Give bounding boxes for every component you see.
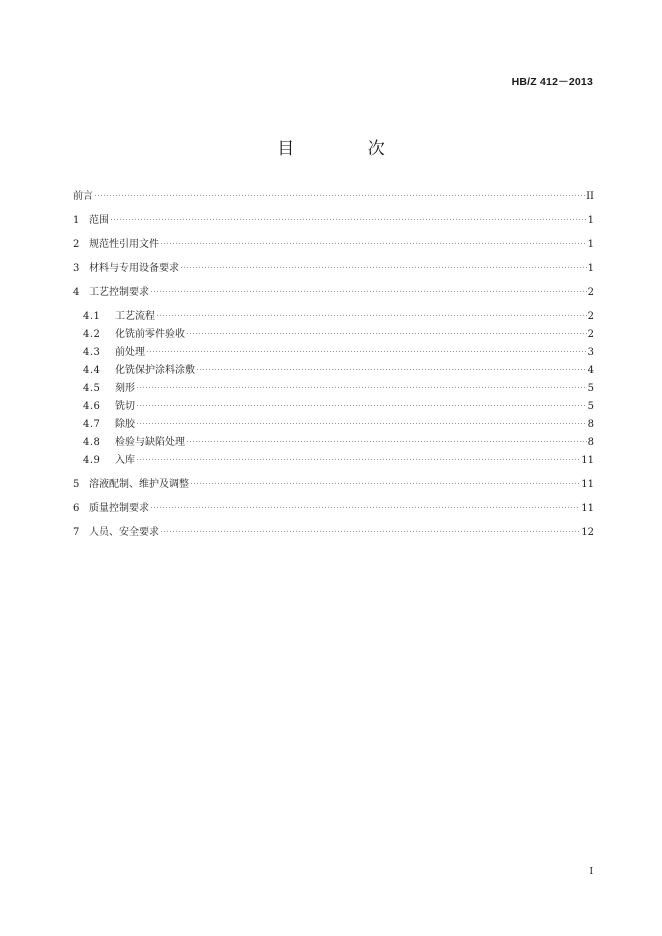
toc-entry-label: 检验与缺陷处理 <box>115 437 185 448</box>
toc-entry-page: 1 <box>587 263 594 274</box>
dot-leader <box>160 521 580 535</box>
toc-entry[interactable] <box>83 431 594 448</box>
toc-entry-number: 4.6 <box>83 401 101 412</box>
toc-entry-number: 4.8 <box>83 437 101 448</box>
toc-entry-number: 3 <box>73 263 80 274</box>
toc-entry[interactable] <box>83 323 594 340</box>
toc-entry-label: 除胶 <box>115 419 135 430</box>
dot-leader <box>136 395 587 409</box>
toc-entry[interactable] <box>83 395 594 412</box>
toc-entry-number: 4.3 <box>83 347 101 358</box>
toc-entry[interactable] <box>73 281 594 298</box>
toc-entry[interactable] <box>73 233 594 250</box>
dot-leader <box>190 473 580 487</box>
dot-leader <box>186 323 587 337</box>
toc-entry[interactable] <box>83 341 594 358</box>
toc-entry-number: 5 <box>73 479 80 490</box>
toc-entry-label: 化铣前零件验收 <box>115 329 185 340</box>
toc-entry-page: 2 <box>587 329 594 340</box>
toc-entry-page: 3 <box>587 347 594 358</box>
dot-leader <box>180 257 587 271</box>
toc-entry-number: 6 <box>73 503 80 514</box>
toc-entry[interactable] <box>73 209 594 226</box>
toc-entry-label: 前言 <box>73 191 93 202</box>
toc-entry[interactable] <box>83 305 594 322</box>
dot-leader <box>136 449 580 463</box>
toc-entry-page: 8 <box>587 419 594 430</box>
toc-entry-label: 化铣保护涂料涂敷 <box>115 365 195 376</box>
toc-entry-page: 11 <box>581 503 594 514</box>
toc-entry-page: 11 <box>581 479 594 490</box>
toc-entry-label: 刻形 <box>115 383 135 394</box>
toc-entry[interactable] <box>73 521 594 538</box>
toc-entry-label: 人员、安全要求 <box>89 527 159 538</box>
toc-entry-label: 前处理 <box>115 347 145 358</box>
toc-entry-number: 7 <box>73 527 80 538</box>
toc-entry-number: 4 <box>73 287 80 298</box>
page-number: I <box>589 867 593 877</box>
toc-entry-label: 范围 <box>89 215 109 226</box>
toc-entry-label: 质量控制要求 <box>89 503 149 514</box>
toc-entry[interactable] <box>73 473 594 490</box>
toc-entry-label: 入库 <box>115 455 135 466</box>
toc-entry-page: 4 <box>587 365 594 376</box>
toc-entry[interactable] <box>73 185 594 202</box>
dot-leader <box>150 497 580 511</box>
dot-leader <box>186 431 587 445</box>
dot-leader <box>150 281 587 295</box>
page-title: 目 次 <box>277 139 419 159</box>
dot-leader <box>146 341 587 355</box>
toc-entry-label: 规范性引用文件 <box>89 239 159 250</box>
toc-entry-page: 11 <box>581 455 594 466</box>
document-code: HB/Z 412－2013 <box>511 76 593 88</box>
toc-entry-page: 8 <box>587 437 594 448</box>
toc-entry-label: 铣切 <box>115 401 135 412</box>
dot-leader <box>156 305 587 319</box>
dot-leader <box>136 377 587 391</box>
toc-entry-label: 材料与专用设备要求 <box>89 263 179 274</box>
toc-entry[interactable] <box>83 377 594 394</box>
toc-entry-label: 工艺控制要求 <box>89 287 149 298</box>
dot-leader <box>94 185 585 199</box>
toc-entry[interactable] <box>83 413 594 430</box>
toc-entry-page: 2 <box>587 287 594 298</box>
toc-entry[interactable] <box>73 257 594 274</box>
toc-entry-page: 1 <box>587 239 594 250</box>
toc-entry-number: 4.7 <box>83 419 101 430</box>
toc-entry-page: 5 <box>587 383 594 394</box>
toc-entry-page: 2 <box>587 311 594 322</box>
toc-entry-number: 4.5 <box>83 383 101 394</box>
dot-leader <box>110 209 587 223</box>
toc-entry-number: 4.9 <box>83 455 101 466</box>
toc-entry[interactable] <box>83 449 594 466</box>
toc-entry-label: 工艺流程 <box>115 311 155 322</box>
toc-entry-label: 溶液配制、维护及调整 <box>89 479 189 490</box>
toc-entry-number: 2 <box>73 239 80 250</box>
toc-entry[interactable] <box>73 497 594 514</box>
toc-entry-page: II <box>586 191 594 202</box>
dot-leader <box>196 359 587 373</box>
dot-leader <box>160 233 587 247</box>
toc-entry-page: 5 <box>587 401 594 412</box>
toc-entry-number: 4.2 <box>83 329 101 340</box>
toc-entry[interactable] <box>83 359 594 376</box>
dot-leader <box>136 413 587 427</box>
toc-entry-number: 4.4 <box>83 365 101 376</box>
toc-entry-page: 1 <box>587 215 594 226</box>
toc-entry-page: 12 <box>581 527 594 538</box>
toc-entry-number: 4.1 <box>83 311 101 322</box>
toc-entry-number: 1 <box>73 215 80 226</box>
